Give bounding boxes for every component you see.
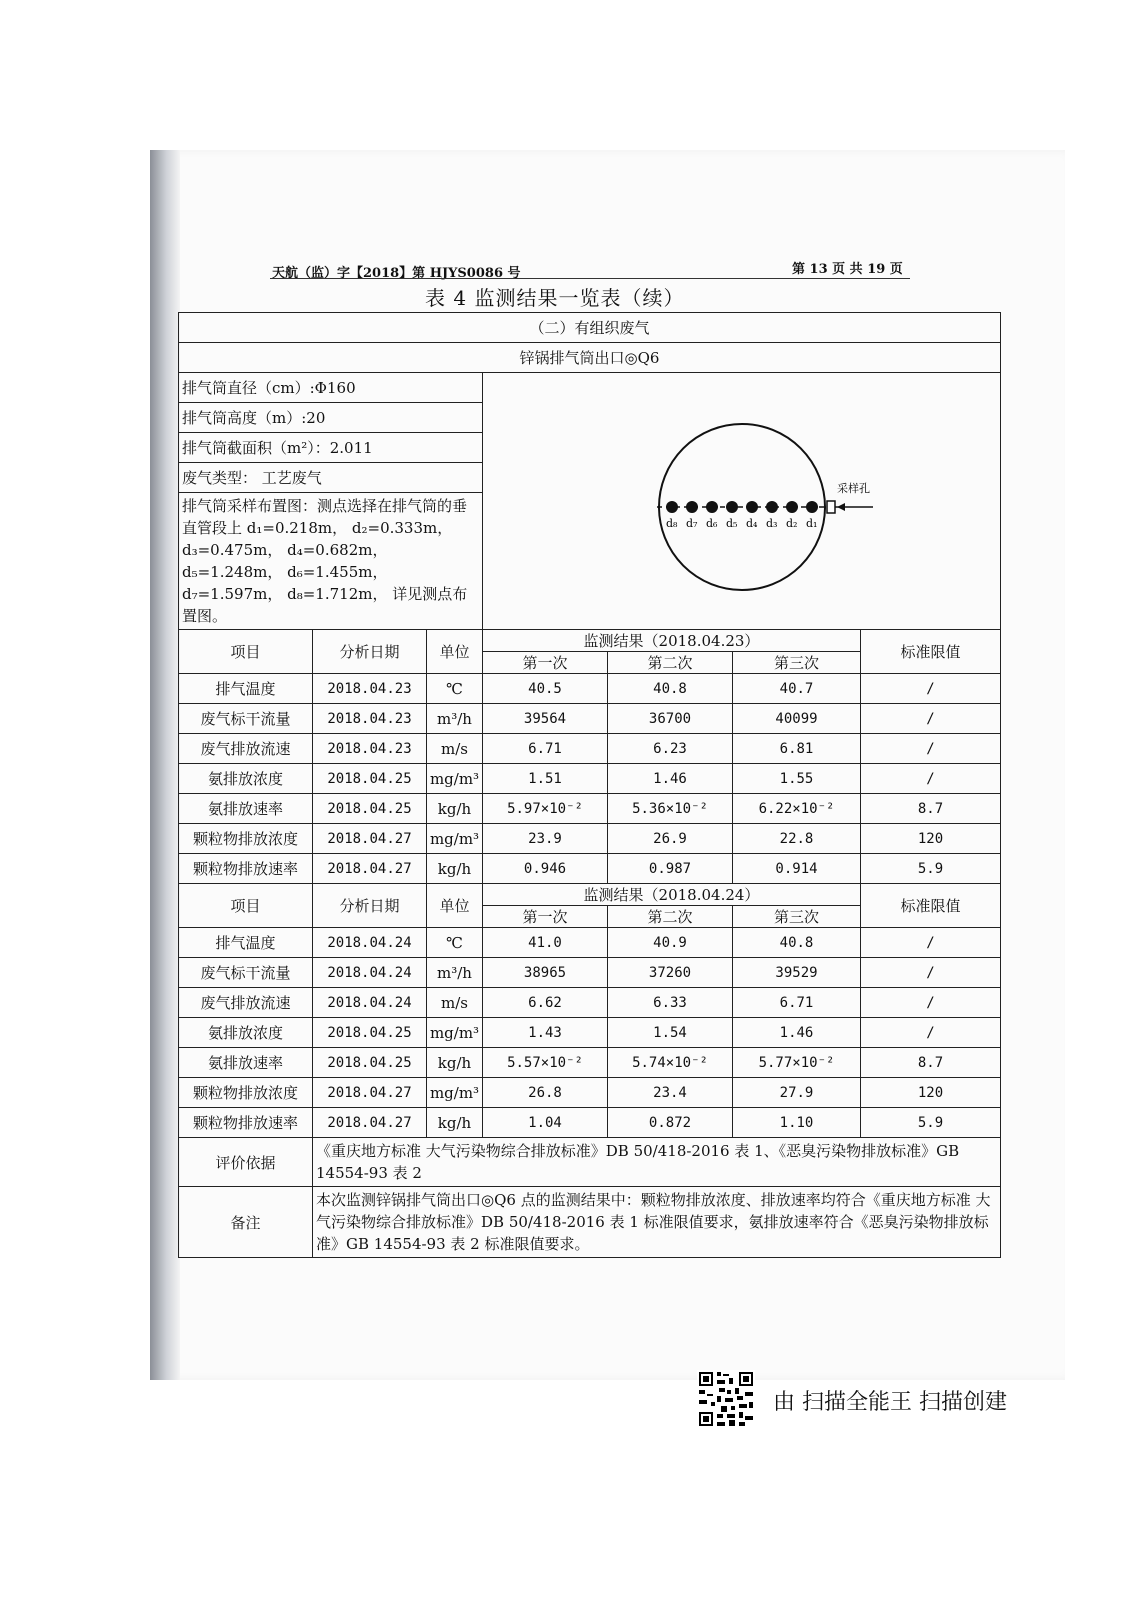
cell-v1: 1.04 bbox=[483, 1108, 608, 1138]
cell-limit: / bbox=[861, 674, 1001, 704]
cell-v3: 6.81 bbox=[733, 734, 861, 764]
cell-limit: / bbox=[861, 734, 1001, 764]
cell-v3: 40.8 bbox=[733, 928, 861, 958]
cell-unit: mg/m³ bbox=[427, 1018, 483, 1048]
cell-item: 氨排放速率 bbox=[179, 1048, 313, 1078]
sampling-points bbox=[666, 501, 818, 530]
cell-date: 2018.04.24 bbox=[313, 958, 427, 988]
cell-limit: 8.7 bbox=[861, 1048, 1001, 1078]
cell-v1: 6.71 bbox=[483, 734, 608, 764]
cell-limit: 120 bbox=[861, 824, 1001, 854]
cell-item: 氨排放浓度 bbox=[179, 1018, 313, 1048]
cell-unit: kg/h bbox=[427, 1048, 483, 1078]
cell-v2: 5.74×10⁻² bbox=[608, 1048, 733, 1078]
sampling-point bbox=[766, 501, 778, 513]
cell-v2: 26.9 bbox=[608, 824, 733, 854]
cell-limit: 8.7 bbox=[861, 794, 1001, 824]
cell-date: 2018.04.24 bbox=[313, 928, 427, 958]
cell-item: 氨排放浓度 bbox=[179, 764, 313, 794]
cell-v1: 38965 bbox=[483, 958, 608, 988]
cell-limit: 5.9 bbox=[861, 1108, 1001, 1138]
cell-unit: ℃ bbox=[427, 674, 483, 704]
cell-limit: 5.9 bbox=[861, 854, 1001, 884]
col-date: 分析日期 bbox=[313, 884, 427, 928]
cell-item: 废气排放流速 bbox=[179, 734, 313, 764]
cell-v1: 23.9 bbox=[483, 824, 608, 854]
layout-note: 排气筒采样布置图：测点选择在排气筒的垂直管段上 d₁=0.218m， d₂=0.333m， d₃=0.475m， d₄=0.682m， d₅=1.248m， d₆=1.455m， d₇=1.597m， d₈=1.712m， 详见测点布置图。 bbox=[179, 493, 483, 630]
sampling-point-label: d₆ bbox=[705, 516, 717, 530]
cell-v2: 0.987 bbox=[608, 854, 733, 884]
cell-limit: 120 bbox=[861, 1078, 1001, 1108]
table-row bbox=[179, 988, 1001, 1018]
sampling-diagram-cell bbox=[483, 373, 1001, 630]
table-row bbox=[179, 764, 1001, 794]
cell-date: 2018.04.24 bbox=[313, 988, 427, 1018]
block2-rows bbox=[179, 928, 1001, 1138]
binding-spine bbox=[150, 150, 180, 1380]
cell-v3: 1.10 bbox=[733, 1108, 861, 1138]
cell-limit: / bbox=[861, 958, 1001, 988]
cell-v3: 1.55 bbox=[733, 764, 861, 794]
cell-date: 2018.04.27 bbox=[313, 854, 427, 884]
col-item: 项目 bbox=[179, 630, 313, 674]
stack-area: 排气筒截面积（m²）：2.011 bbox=[179, 433, 483, 463]
col-second: 第二次 bbox=[608, 652, 733, 674]
cell-v3: 0.914 bbox=[733, 854, 861, 884]
cell-v1: 1.51 bbox=[483, 764, 608, 794]
cell-limit: / bbox=[861, 1018, 1001, 1048]
col-item: 项目 bbox=[179, 884, 313, 928]
col-third: 第三次 bbox=[733, 906, 861, 928]
sampling-point bbox=[786, 501, 798, 513]
col-unit: 单位 bbox=[427, 884, 483, 928]
table-row bbox=[179, 928, 1001, 958]
cell-v2: 6.23 bbox=[608, 734, 733, 764]
cell-v1: 40.5 bbox=[483, 674, 608, 704]
cell-unit: m³/h bbox=[427, 704, 483, 734]
qr-code-icon bbox=[697, 1370, 755, 1428]
cell-limit: / bbox=[861, 704, 1001, 734]
section-heading: （二）有组织废气 bbox=[179, 313, 1001, 343]
cell-item: 颗粒物排放速率 bbox=[179, 854, 313, 884]
table-row bbox=[179, 674, 1001, 704]
col-unit: 单位 bbox=[427, 630, 483, 674]
cell-item: 废气标干流量 bbox=[179, 958, 313, 988]
table-row bbox=[179, 1048, 1001, 1078]
table-row bbox=[179, 1078, 1001, 1108]
table-row bbox=[179, 854, 1001, 884]
cell-v2: 40.8 bbox=[608, 674, 733, 704]
block2-heading: 监测结果（2018.04.24） bbox=[483, 884, 861, 906]
sampling-point bbox=[706, 501, 718, 513]
cell-unit: mg/m³ bbox=[427, 764, 483, 794]
table-row bbox=[179, 824, 1001, 854]
cell-date: 2018.04.27 bbox=[313, 1078, 427, 1108]
cell-v3: 40.7 bbox=[733, 674, 861, 704]
cell-v1: 5.57×10⁻² bbox=[483, 1048, 608, 1078]
sampling-point bbox=[726, 501, 738, 513]
cell-v3: 6.22×10⁻² bbox=[733, 794, 861, 824]
cell-unit: ℃ bbox=[427, 928, 483, 958]
gas-type: 废气类型： 工艺废气 bbox=[179, 463, 483, 493]
cell-date: 2018.04.25 bbox=[313, 794, 427, 824]
cell-date: 2018.04.27 bbox=[313, 1108, 427, 1138]
col-limit: 标准限值 bbox=[861, 630, 1001, 674]
cell-limit: / bbox=[861, 988, 1001, 1018]
basis-text: 《重庆地方标准 大气污染物综合排放标准》DB 50/418-2016 表 1、《恶臭污染物排放标准》GB 14554-93 表 2 bbox=[313, 1138, 1001, 1187]
cell-v1: 26.8 bbox=[483, 1078, 608, 1108]
sampling-point-label: d₃ bbox=[765, 516, 777, 530]
sampling-point-label: d₁ bbox=[805, 516, 817, 530]
cell-v1: 41.0 bbox=[483, 928, 608, 958]
cell-v3: 6.71 bbox=[733, 988, 861, 1018]
cell-unit: kg/h bbox=[427, 854, 483, 884]
col-limit: 标准限值 bbox=[861, 884, 1001, 928]
col-first: 第一次 bbox=[483, 906, 608, 928]
sampling-point bbox=[666, 501, 678, 513]
cell-v2: 0.872 bbox=[608, 1108, 733, 1138]
cell-v1: 5.97×10⁻² bbox=[483, 794, 608, 824]
cell-item: 氨排放速率 bbox=[179, 794, 313, 824]
cell-item: 颗粒物排放浓度 bbox=[179, 1078, 313, 1108]
cell-unit: kg/h bbox=[427, 1108, 483, 1138]
sampling-point bbox=[806, 501, 818, 513]
cell-unit: m/s bbox=[427, 734, 483, 764]
page-number: 第 13 页 共 19 页 bbox=[792, 262, 903, 277]
sampling-point bbox=[746, 501, 758, 513]
table-row bbox=[179, 1018, 1001, 1048]
sampling-point bbox=[686, 501, 698, 513]
sampling-point-label: d₅ bbox=[725, 516, 737, 530]
block1-heading: 监测结果（2018.04.23） bbox=[483, 630, 861, 652]
cell-item: 排气温度 bbox=[179, 674, 313, 704]
table-row bbox=[179, 794, 1001, 824]
outlet-heading: 锌锅排气筒出口◎Q6 bbox=[179, 343, 1001, 373]
cell-v2: 5.36×10⁻² bbox=[608, 794, 733, 824]
header-rule bbox=[270, 278, 910, 279]
table-row bbox=[179, 1108, 1001, 1138]
sampling-point-label: d₈ bbox=[665, 516, 677, 530]
cell-date: 2018.04.23 bbox=[313, 674, 427, 704]
block1-rows bbox=[179, 674, 1001, 884]
cell-v3: 5.77×10⁻² bbox=[733, 1048, 861, 1078]
cell-v2: 40.9 bbox=[608, 928, 733, 958]
cell-v3: 39529 bbox=[733, 958, 861, 988]
cell-v3: 1.46 bbox=[733, 1018, 861, 1048]
table-row bbox=[179, 734, 1001, 764]
col-date: 分析日期 bbox=[313, 630, 427, 674]
cell-date: 2018.04.25 bbox=[313, 1048, 427, 1078]
cell-date: 2018.04.27 bbox=[313, 824, 427, 854]
cell-unit: m/s bbox=[427, 988, 483, 1018]
table-title: 表 4 监测结果一览表（续） bbox=[425, 286, 685, 310]
cell-unit: mg/m³ bbox=[427, 824, 483, 854]
sampling-point-label: d₇ bbox=[685, 516, 697, 530]
cell-v2: 36700 bbox=[608, 704, 733, 734]
table-row bbox=[179, 704, 1001, 734]
table-row bbox=[179, 958, 1001, 988]
sampling-diagram bbox=[487, 387, 997, 612]
scanner-watermark: 由 扫描全能王 扫描创建 bbox=[773, 1390, 1007, 1415]
basis-label: 评价依据 bbox=[179, 1138, 313, 1187]
cell-date: 2018.04.23 bbox=[313, 704, 427, 734]
cell-unit: m³/h bbox=[427, 958, 483, 988]
cell-item: 废气标干流量 bbox=[179, 704, 313, 734]
col-first: 第一次 bbox=[483, 652, 608, 674]
cell-item: 颗粒物排放速率 bbox=[179, 1108, 313, 1138]
cell-v2: 23.4 bbox=[608, 1078, 733, 1108]
cell-unit: mg/m³ bbox=[427, 1078, 483, 1108]
cell-v1: 1.43 bbox=[483, 1018, 608, 1048]
cell-date: 2018.04.25 bbox=[313, 764, 427, 794]
cell-item: 废气排放流速 bbox=[179, 988, 313, 1018]
cell-v2: 6.33 bbox=[608, 988, 733, 1018]
col-second: 第二次 bbox=[608, 906, 733, 928]
remark-text: 本次监测锌锅排气筒出口◎Q6 点的监测结果中：颗粒物排放浓度、排放速率均符合《重庆地方标准 大气污染物综合排放标准》DB 50/418-2016 表 1 标准限值要求，氨排放速率符合《恶臭污染物排放标准》GB 14554-93 表 2 标准限值要求。 bbox=[313, 1187, 1001, 1258]
col-third: 第三次 bbox=[733, 652, 861, 674]
cell-v3: 22.8 bbox=[733, 824, 861, 854]
cell-v3: 40099 bbox=[733, 704, 861, 734]
cell-limit: / bbox=[861, 928, 1001, 958]
cell-limit: / bbox=[861, 764, 1001, 794]
cell-v2: 1.54 bbox=[608, 1018, 733, 1048]
cell-v1: 6.62 bbox=[483, 988, 608, 1018]
cell-date: 2018.04.23 bbox=[313, 734, 427, 764]
cell-date: 2018.04.25 bbox=[313, 1018, 427, 1048]
stack-height: 排气筒高度（m）:20 bbox=[179, 403, 483, 433]
cell-v1: 39564 bbox=[483, 704, 608, 734]
cell-v3: 27.9 bbox=[733, 1078, 861, 1108]
sampling-point-label: d₄ bbox=[745, 516, 757, 530]
sampling-port-label: 采样孔 bbox=[836, 481, 870, 495]
document-number: 天航（监）字【2018】第 HJYS0086 号 bbox=[272, 266, 521, 281]
stack-diameter: 排气筒直径（cm）:Φ160 bbox=[179, 373, 483, 403]
sampling-point-label: d₂ bbox=[785, 516, 797, 530]
cell-item: 颗粒物排放浓度 bbox=[179, 824, 313, 854]
results-table bbox=[178, 312, 1001, 1258]
cell-v2: 37260 bbox=[608, 958, 733, 988]
cell-v1: 0.946 bbox=[483, 854, 608, 884]
remark-label: 备注 bbox=[179, 1187, 313, 1258]
cell-unit: kg/h bbox=[427, 794, 483, 824]
cell-v2: 1.46 bbox=[608, 764, 733, 794]
cell-item: 排气温度 bbox=[179, 928, 313, 958]
